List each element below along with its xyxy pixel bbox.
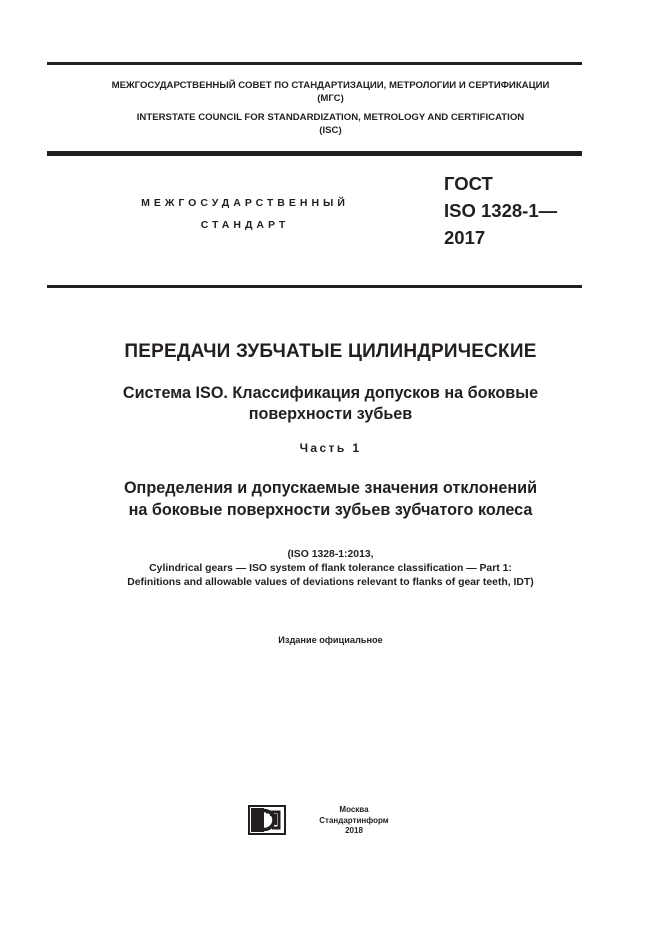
document-subtitle <box>0 383 661 425</box>
council-ru-line2: (МГС) <box>317 93 344 104</box>
council-en-line1: INTERSTATE COUNCIL FOR STANDARDIZATION, METROLOGY AND CERTIFICATION <box>136 112 525 123</box>
part-number: Часть 1 <box>299 441 362 455</box>
subtitle-line2: поверхности зубьев <box>248 405 413 423</box>
part-title-line1: Определения и допускаемые значения отклонений <box>123 479 538 497</box>
designation-line2: ISO 1328-1— <box>444 200 558 221</box>
top-rule <box>47 62 582 65</box>
part-title-line2: на боковые поверхности зубьев зубчатого колеса <box>128 501 533 519</box>
part-title <box>0 477 661 521</box>
council-en-line2: (ISC) <box>319 125 342 136</box>
document-title: ПЕРЕДАЧИ ЗУБЧАТЫЕ ЦИЛИНДРИЧЕСКИЕ <box>124 341 537 362</box>
iso-reference <box>0 548 661 590</box>
publication-year: 2018 <box>345 826 363 835</box>
publisher-city: Москва <box>339 805 369 814</box>
iso-reference-line1: (ISO 1328-1:2013, <box>287 549 374 560</box>
publisher-name: Стандартинформ <box>319 815 389 825</box>
standartinform-logo-icon <box>248 805 286 835</box>
council-ru-line1: МЕЖГОСУДАРСТВЕННЫЙ СОВЕТ ПО СТАНДАРТИЗАЦИИ, МЕТРОЛОГИИ И СЕРТИФИКАЦИИ <box>111 80 550 91</box>
council-bottom-rule <box>47 151 582 156</box>
edition-note: Издание официальное <box>278 635 383 645</box>
iso-reference-line3: Definitions and allowable values of deviations relevant to flanks of gear teeth, IDT) <box>127 577 534 588</box>
iso-reference-line2: Cylindrical gears — ISO system of flank tolerance classification — Part 1: <box>149 563 512 574</box>
designation-line3: 2017 <box>444 227 486 248</box>
subtitle-line1: Система ISO. Классификация допусков на боковые <box>122 384 539 402</box>
council-name-english <box>0 111 661 137</box>
header-bottom-rule <box>47 285 582 288</box>
standard-type-line2: СТАНДАРТ <box>200 219 290 231</box>
council-name-russian <box>0 79 661 105</box>
designation-line1: ГОСТ <box>444 173 493 194</box>
standard-designation <box>444 170 557 251</box>
publisher-info <box>312 805 396 837</box>
standard-type <box>110 192 380 236</box>
standard-type-line1: МЕЖГОСУДАРСТВЕННЫЙ <box>141 197 349 209</box>
